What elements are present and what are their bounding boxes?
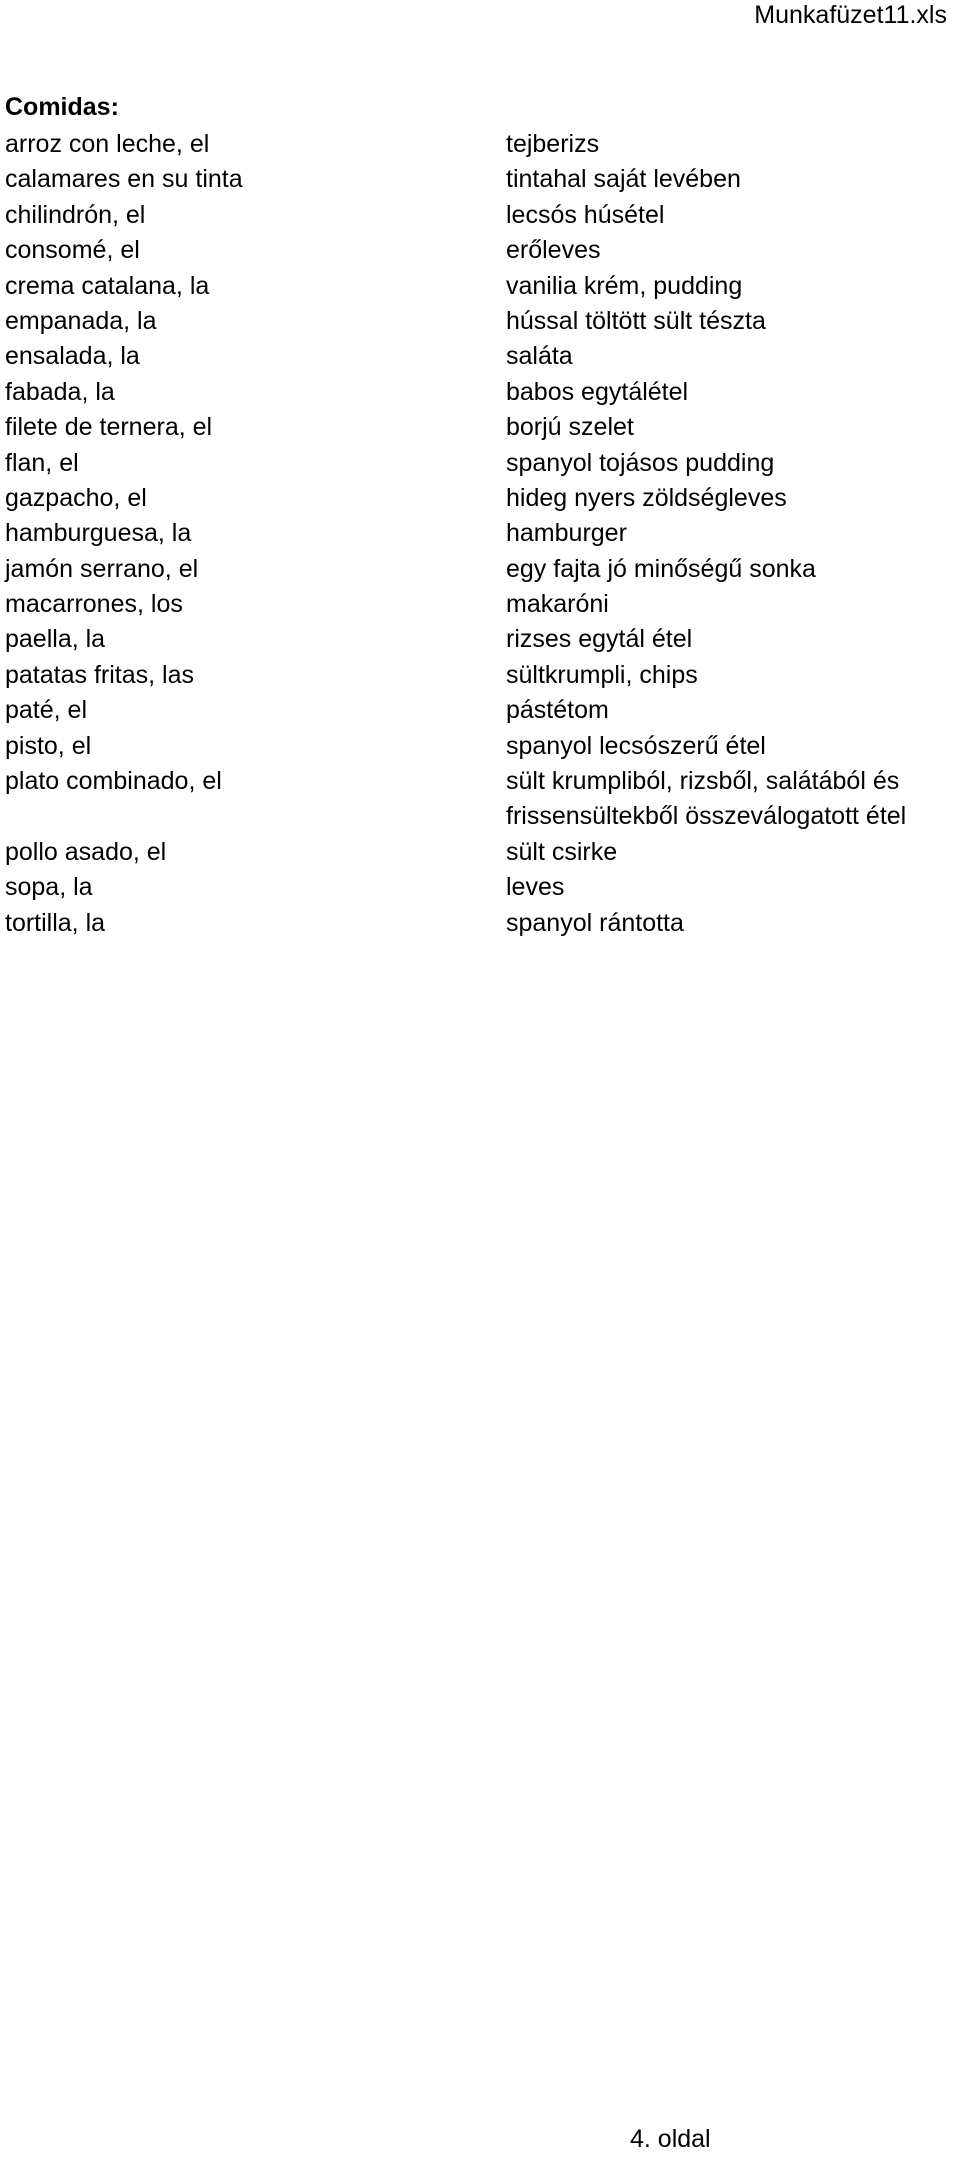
vocabulary-row xyxy=(0,162,960,197)
vocabulary-row xyxy=(0,516,960,551)
vocabulary-row xyxy=(0,339,960,374)
vocabulary-row xyxy=(0,552,960,587)
file-name-header: Munkafüzet11.xls xyxy=(754,1,947,29)
spanish-term: pisto, el xyxy=(5,731,92,760)
vocabulary-row xyxy=(0,375,960,410)
hungarian-translation: vanilia krém, pudding xyxy=(506,271,743,300)
spanish-term: pollo asado, el xyxy=(5,837,167,866)
hungarian-translation: lecsós húsétel xyxy=(506,200,665,229)
vocabulary-row xyxy=(0,127,960,162)
spanish-term: tortilla, la xyxy=(5,908,106,937)
vocabulary-row xyxy=(0,835,960,870)
spanish-term: calamares en su tinta xyxy=(5,165,243,194)
spanish-term: consomé, el xyxy=(5,236,140,265)
hungarian-translation: borjú szelet xyxy=(506,413,634,442)
spanish-term: paella, la xyxy=(5,625,106,654)
hungarian-translation: babos egytálétel xyxy=(506,377,689,406)
page-number-footer: 4. oldal xyxy=(630,2125,711,2153)
vocabulary-table xyxy=(0,127,960,941)
hungarian-translation: spanyol lecsószerű étel xyxy=(506,731,766,760)
hungarian-translation: pástétom xyxy=(506,696,609,725)
spanish-term: gazpacho, el xyxy=(5,483,147,512)
hungarian-translation: sült csirke xyxy=(506,837,618,866)
spanish-term: sopa, la xyxy=(5,873,93,902)
vocabulary-row xyxy=(0,658,960,693)
vocabulary-row xyxy=(0,198,960,233)
spanish-term: jamón serrano, el xyxy=(5,554,199,583)
spanish-term: hamburguesa, la xyxy=(5,519,192,548)
section-title: Comidas: xyxy=(5,93,119,121)
vocabulary-row xyxy=(0,481,960,516)
vocabulary-row xyxy=(0,304,960,339)
hungarian-translation: leves xyxy=(506,873,565,902)
spanish-term: filete de ternera, el xyxy=(5,413,213,442)
vocabulary-row xyxy=(0,410,960,445)
hungarian-translation: hússal töltött sült tészta xyxy=(506,306,766,335)
hungarian-translation: spanyol tojásos pudding xyxy=(506,448,775,477)
spanish-term: paté, el xyxy=(5,696,88,725)
hungarian-translation: makaróni xyxy=(506,590,609,619)
vocabulary-row xyxy=(0,693,960,728)
hungarian-translation: saláta xyxy=(506,342,573,371)
spanish-term: macarrones, los xyxy=(5,590,183,619)
hungarian-translation: tejberizs xyxy=(506,130,600,158)
spanish-term: crema catalana, la xyxy=(5,271,210,300)
vocabulary-row xyxy=(0,764,960,835)
spanish-term: chilindrón, el xyxy=(5,200,146,229)
hungarian-translation: spanyol rántotta xyxy=(506,908,684,937)
vocabulary-row xyxy=(0,233,960,268)
hungarian-translation: erőleves xyxy=(506,236,601,265)
vocabulary-row xyxy=(0,269,960,304)
spanish-term: patatas fritas, las xyxy=(5,660,194,689)
hungarian-translation: rizses egytál étel xyxy=(506,625,693,654)
spanish-term: empanada, la xyxy=(5,306,157,335)
vocabulary-row xyxy=(0,622,960,657)
vocabulary-row xyxy=(0,906,960,941)
vocabulary-row xyxy=(0,587,960,622)
hungarian-translation: hideg nyers zöldségleves xyxy=(506,483,787,512)
spanish-term: ensalada, la xyxy=(5,342,140,371)
hungarian-translation: sült krumpliból, rizsből, salátából és frissensültekből összeválogatott étel xyxy=(506,767,907,831)
vocabulary-row xyxy=(0,729,960,764)
hungarian-translation: sültkrumpli, chips xyxy=(506,660,698,689)
vocabulary-row xyxy=(0,446,960,481)
spanish-term: arroz con leche, el xyxy=(5,130,210,158)
spanish-term: flan, el xyxy=(5,448,79,477)
spanish-term: fabada, la xyxy=(5,377,115,406)
hungarian-translation: tintahal saját levében xyxy=(506,165,741,194)
hungarian-translation: egy fajta jó minőségű sonka xyxy=(506,554,816,583)
vocabulary-row xyxy=(0,870,960,905)
hungarian-translation: hamburger xyxy=(506,519,627,548)
spanish-term: plato combinado, el xyxy=(5,767,222,796)
